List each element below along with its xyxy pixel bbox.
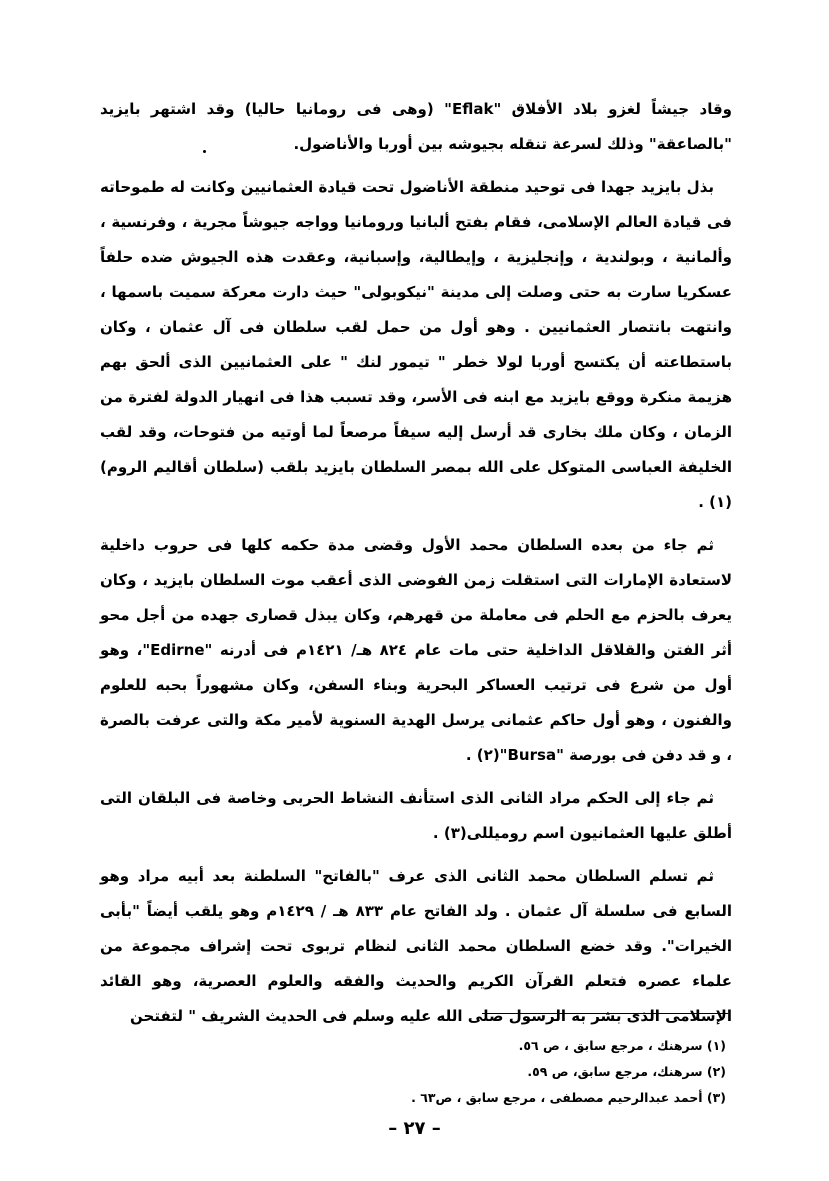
paragraph-5: ثم تسلم السلطان محمد الثانى الذى عرف "بالفاتح" السلطنة بعد أبيه مراد وهو السابع فى سلسلة آل عثمان . ولد الفاتح عام ٨٣٣ هـ / ١٤٢٩م وهو يلقب أيضاً "بأبى الخيرات". وقد خضع السلطان محمد الثانى لنظام تربوى تحت إشراف مجموعة من علماء عصره فتعلم القرآن الكريم والحديث والفقه والعلوم العصرية، وهو القائد الإسلامى الذى بشر به الرسول صلى الله عليه وسلم فى الحديث الشريف " لتفتحن [100,867,732,1025]
body-text [100,92,732,1042]
stray-dot-mark [203,150,206,153]
page-number: – ٢٧ – [388,1118,441,1139]
paragraph-4: ثم جاء إلى الحكم مراد الثانى الذى استأنف النشاط الحربى وخاصة فى البلقان التى أطلق عليها العثمانيون اسم روميللى(٣) . [100,789,732,842]
paragraph-2: بذل بايزيد جهدا فى توحيد منطقة الأناضول تحت قيادة العثمانيين وكانت له طموحاته فى قيادة العالم الإسلامى، فقام بفتح ألبانيا ورومانيا وواجه جيوشاً مجرية ، وفرنسية ، وألمانية ، وبولندية ، وإنجليزية ، وإيطالية، وإسبانية، وعقدت هذه الجيوش ضده حلفاً عسكريا سارت به حتى وصلت إلى مدينة "نيكوبولى" حيث دارت معركة سميت باسمها ، وانتهت بانتصار العثمانيين . وهو أول من حمل لقب سلطان فى آل عثمان ، وكان باستطاعته أن يكتسح أوربا لولا خطر " تيمور لنك " على العثمانيين الذى ألحق بهم هزيمة منكرة ووقع بايزيد مع ابنه فى الأسر، وقد تسبب هذا فى انهيار الدولة لفترة من الزمان ، وكان ملك بخارى قد أرسل إليه سيفاً مرصعاً لما أوتيه من فتوحات، وقد لقب الخليفة العباسى المتوكل على الله بمصر السلطان بايزيد بلقب (سلطان أقاليم الروم)(١) . [100,178,732,511]
footnotes [326,1033,726,1111]
paragraph-1: وقاد جيشاً لغزو بلاد الأفلاق "Eflak" (وهى فى رومانيا حاليا) وقد اشتهر بايزيد "بالصاعقة" وذلك لسرعة تنقله بجيوشه بين أوربا والأناضول. [100,100,732,153]
paragraph-3: ثم جاء من بعده السلطان محمد الأول وقضى مدة حكمه كلها فى حروب داخلية لاستعادة الإمارات التى استقلت زمن الفوضى الذى أعقب موت السلطان بايزيد ، وكان يعرف بالحزم مع الحلم فى معاملة من قهرهم، وكان يبذل قصارى جهده من أجل محو أثر الفتن والقلاقل الداخلية حتى مات عام ٨٢٤ هـ/ ١٤٢١م فى أدرنه "Edirne"، وهو أول من شرع فى ترتيب العساكر البحرية وبناء السفن، وكان مشهوراً بحبه للعلوم والفنون ، وهو أول حاكم عثمانى يرسل الهدية السنوية لأمير مكة والتى عرفت بالصرة ، و قد دفن فى بورصة "Bursa"(٢) . [100,536,732,764]
footnote-separator [482,1013,728,1014]
footnote-1: (١) سرهنك ، مرجع سابق ، ص ٥٦. [518,1038,726,1053]
footnote-2: (٢) سرهنك، مرجع سابق، ص ٥٩. [527,1064,726,1079]
footnote-3: (٣) أحمد عبدالرحيم مصطفى ، مرجع سابق ، ص٦٣ . [411,1090,726,1105]
